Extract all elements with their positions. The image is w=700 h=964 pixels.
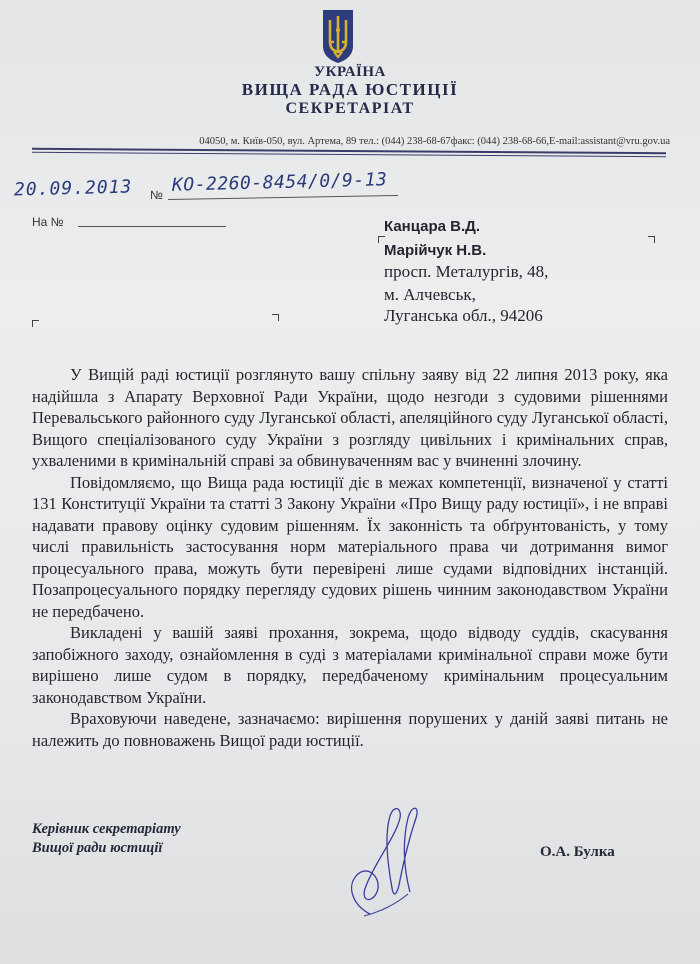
registration-date: 20.09.2013 (13, 176, 133, 201)
header-country: УКРАЇНА (314, 64, 386, 80)
signatory-title-line-2: Вищої ради юстиції (32, 840, 163, 856)
addressee-street: просп. Металургів, 48, (384, 262, 549, 281)
addressee-name-1: Канцара В.Д. (384, 218, 481, 235)
registration-number-label: № (150, 188, 163, 202)
reply-number-label: На № (32, 215, 64, 229)
registration-number: КО-2260-8454/0/9-13 (171, 169, 388, 196)
letter-body (32, 364, 668, 751)
trident-emblem-icon (320, 8, 356, 64)
handwritten-signature (340, 796, 430, 924)
addressee-name-2: Марійчук Н.В. (384, 242, 487, 259)
address-corner-mark (272, 314, 279, 321)
body-paragraph-2: Повідомляємо, що Вища рада юстиції діє в межах компетенції, визначеної у статті 131 Конституції України та статті 3 Закону України «Про Вищу раду юстиції», і не вправі надавати правову оцінку судовим рішенням. Їх законність та обґрунтованість, у тому числі правильність застосування норм матеріального права чи дотримання вимог процесуального права, можуть бути перевірені лише судами відповідних інстанцій. Позапроцесуального порядку перегляду судових рішень чинним законодавством України не передбачено. (32, 472, 668, 621)
signatory-name: О.А. Булка (540, 844, 615, 860)
signatory-title-line-1: Керівник секретаріату (32, 821, 181, 837)
header-address: 04050, м. Київ-050, вул. Артема, 89 тел.: (044) 238-68-67факс: (044) 238-68-66,E-mail:assistant@vru.gov.ua (199, 136, 670, 147)
addressee-city: м. Алчевськ, (384, 285, 476, 304)
body-paragraph-4: Враховуючи наведене, зазначаємо: вирішення порушених у даній заяві питань не належить до повноважень Вищої ради юстиції. (32, 709, 668, 750)
addressee-region: Луганська обл., 94206 (384, 306, 543, 325)
header-department: СЕКРЕТАРІАТ (285, 100, 415, 117)
body-paragraph-1: У Вищій раді юстиції розглянуто вашу спільну заяву від 22 липня 2013 року, яка надійшла з Апарату Верховної Ради України, щодо незгоди з судовими рішеннями Перевальського районного суду Луганської області, апеляційного суду Луганської області, Вищого спеціалізованого суду України з розгляду цивільних і кримінальних справ, ухваленими в кримінальній справі за обвинуваченням вас у вчиненні злочину. (32, 365, 668, 470)
registration-underline (168, 195, 398, 200)
body-paragraph-3: Викладені у вашій заяві прохання, зокрема, щодо відводу суддів, скасування запобіжного заходу, ознайомлення в суді з матеріалами кримінальної справи може бути вирішено лише судом в порядку, передбаченому кримінальним процесуальним законодавством України. (32, 623, 668, 707)
address-corner-mark (32, 320, 39, 327)
address-corner-mark (648, 236, 655, 243)
reply-number-underline (78, 226, 226, 227)
header-institution: ВИЩА РАДА ЮСТИЦІЇ (241, 80, 459, 99)
